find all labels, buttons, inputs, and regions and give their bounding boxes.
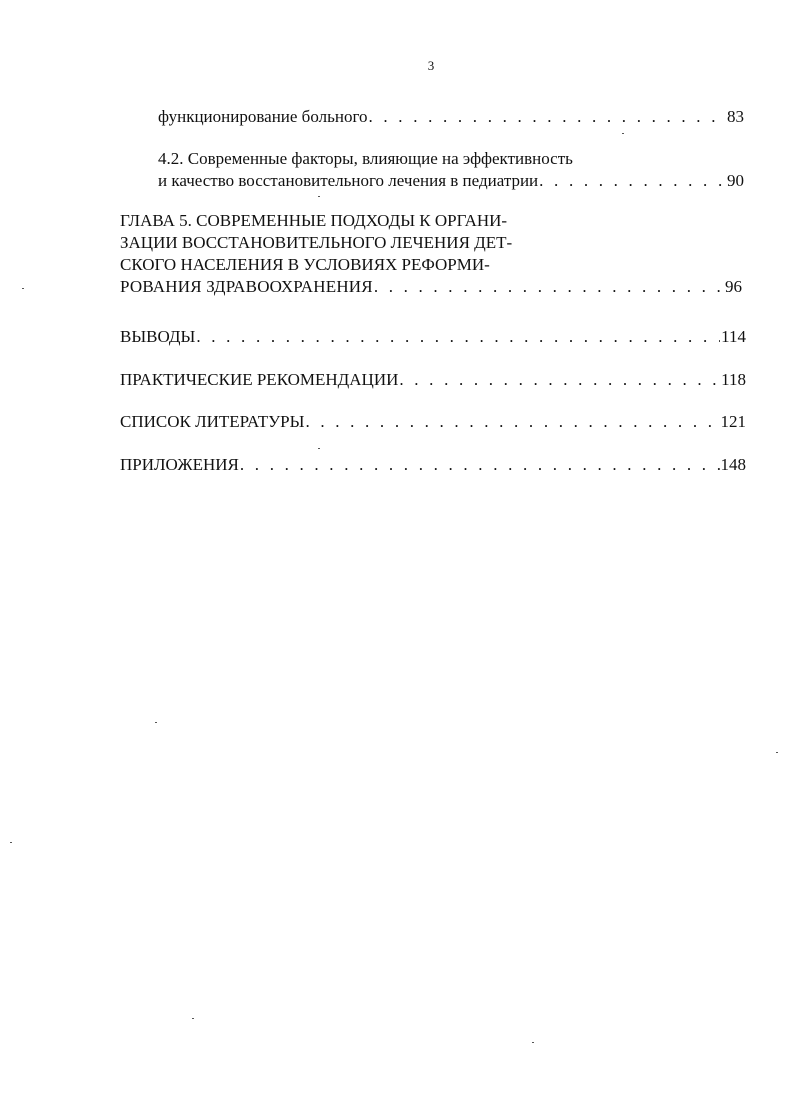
scan-speck bbox=[532, 1042, 534, 1043]
toc-chapter-5-line-2: ЗАЦИИ ВОССТАНОВИТЕЛЬНОГО ЛЕЧЕНИЯ ДЕТ- bbox=[120, 233, 513, 252]
toc-chapter-5-line-1: ГЛАВА 5. СОВРЕМЕННЫЕ ПОДХОДЫ К ОРГАНИ- bbox=[120, 211, 508, 230]
toc-page-number: 121 bbox=[720, 412, 746, 431]
page-number: 3 bbox=[427, 58, 435, 73]
toc-entry-text: и качество восстановительного лечения в педиатрии bbox=[158, 171, 539, 190]
dot-leader bbox=[539, 170, 726, 192]
dot-leader bbox=[196, 326, 720, 348]
toc-entry-text: функционирование больного bbox=[158, 107, 368, 126]
scan-speck bbox=[318, 196, 320, 197]
dot-leader bbox=[374, 276, 724, 298]
scan-speck bbox=[155, 722, 157, 723]
toc-entry-text: ПРАКТИЧЕСКИЕ РЕКОМЕНДАЦИИ bbox=[120, 370, 399, 389]
scan-speck bbox=[776, 752, 778, 753]
toc-entry-text: РОВАНИЯ ЗДРАВООХРАНЕНИЯ bbox=[120, 277, 373, 296]
toc-entry-appendices bbox=[120, 454, 746, 476]
toc-entry-text: ПРИЛОЖЕНИЯ bbox=[120, 455, 239, 474]
toc-entry-text: ВЫВОДЫ bbox=[120, 327, 196, 346]
dot-leader bbox=[305, 411, 719, 433]
toc-entry-section-4-2-line-1: 4.2. Современные факторы, влияющие на эффективность bbox=[158, 149, 573, 168]
dot-leader bbox=[240, 454, 720, 476]
toc-entry-references bbox=[120, 411, 746, 433]
scan-speck bbox=[192, 1018, 194, 1019]
toc-entry-functioning bbox=[158, 106, 744, 128]
toc-chapter-5-line-3: СКОГО НАСЕЛЕНИЯ В УСЛОВИЯХ РЕФОРМИ- bbox=[120, 255, 490, 274]
toc-entry-conclusions bbox=[120, 326, 746, 348]
toc-page-number: 114 bbox=[721, 327, 746, 346]
scan-speck bbox=[318, 448, 320, 449]
scan-speck bbox=[10, 842, 12, 843]
toc-page-number: 148 bbox=[720, 455, 746, 474]
scan-speck bbox=[22, 288, 24, 289]
toc-page-number: 83 bbox=[727, 107, 744, 126]
toc-chapter-5 bbox=[120, 276, 742, 298]
dot-leader bbox=[369, 106, 727, 128]
dot-leader bbox=[399, 369, 720, 391]
toc-page-number: 118 bbox=[721, 370, 746, 389]
scan-speck bbox=[622, 133, 624, 134]
toc-entry-section-4-2 bbox=[158, 170, 744, 192]
toc-page-number: 96 bbox=[725, 277, 742, 296]
toc-page-number: 90 bbox=[727, 171, 744, 190]
toc-entry-recommendations bbox=[120, 369, 746, 391]
toc-entry-text: СПИСОК ЛИТЕРАТУРЫ bbox=[120, 412, 305, 431]
